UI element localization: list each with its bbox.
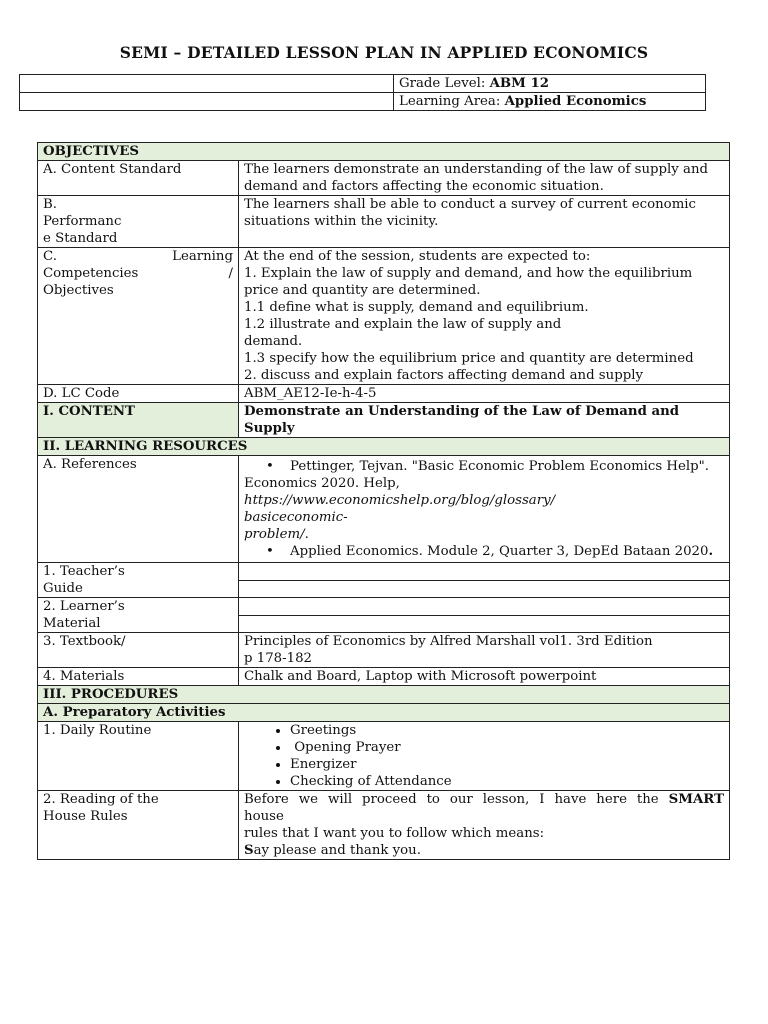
textbook-row	[38, 633, 730, 668]
competency-line: At the end of the session, students are expected to:	[244, 249, 591, 264]
materials-row	[38, 668, 730, 686]
routine-item: • Checking of Attendance	[290, 773, 724, 790]
learning-competencies-label: C. Learning Competencies / Objectives	[38, 248, 239, 385]
lc-code-label: D. LC Code	[38, 385, 239, 403]
competency-line: 1. Explain the law of supply and demand, and how the equilibrium price and quantity are determined.	[244, 266, 693, 298]
teachers-guide-value	[239, 580, 730, 598]
resources-heading-row	[38, 438, 730, 456]
performance-standard-label: B. Performanc e Standard	[38, 196, 239, 248]
grade-level-value: ABM 12	[489, 76, 549, 91]
learners-material-value	[239, 615, 730, 633]
teachers-guide-row	[38, 563, 730, 581]
content-label: I. CONTENT	[38, 403, 239, 438]
content-standard-label: A. Content Standard	[38, 161, 239, 196]
objectives-heading: OBJECTIVES	[38, 143, 730, 161]
daily-routine-list	[239, 722, 730, 791]
references-row	[38, 456, 730, 563]
routine-item: • Greetings	[290, 722, 724, 739]
reference-item: • Applied Economics. Module 2, Quarter 3, DepEd Bataan 2020.	[244, 543, 724, 560]
house-rules-label: 2. Reading of the House Rules	[38, 791, 239, 860]
materials-value: Chalk and Board, Laptop with Microsoft powerpoint	[239, 668, 730, 686]
grade-level-cell	[394, 75, 706, 93]
page-title: SEMI – DETAILED LESSON PLAN IN APPLIED ECONOMICS	[119, 43, 649, 62]
resources-heading: II. LEARNING RESOURCES	[38, 438, 730, 456]
learning-area-label: Learning Area:	[399, 94, 505, 109]
grade-level-label: Grade Level:	[399, 76, 490, 91]
routine-item: • Opening Prayer	[290, 739, 724, 756]
learners-material-value	[239, 598, 730, 616]
competency-line: 1.3 specify how the equilibrium price and quantity are determined	[244, 351, 694, 366]
content-row	[38, 403, 730, 438]
routine-item: • Energizer	[290, 756, 724, 773]
header-blank-cell	[20, 75, 394, 93]
preparatory-heading: A. Preparatory Activities	[38, 704, 730, 722]
textbook-label: 3. Textbook/	[38, 633, 239, 668]
learners-material-label: 2. Learner’s Material	[38, 598, 239, 633]
lc-code-row	[38, 385, 730, 403]
teachers-guide-label: 1. Teacher’s Guide	[38, 563, 239, 598]
procedures-heading-row	[38, 686, 730, 704]
objectives-heading-row	[38, 143, 730, 161]
competency-line: 1.2 illustrate and explain the law of supply and	[244, 317, 562, 332]
lc-code-value: ABM_AE12-Ie-h-4-5	[239, 385, 730, 403]
references-list	[239, 456, 730, 563]
textbook-value: Principles of Economics by Alfred Marshall vol1. 3rd Edition p 178-182	[239, 633, 730, 668]
learning-area-value: Applied Economics	[504, 94, 647, 109]
competency-line: 2. discuss and explain factors affecting demand and supply	[244, 368, 643, 383]
reference-url[interactable]: https://www.economicshelp.org/blog/glossary/ basiceconomic-	[244, 493, 556, 525]
content-value: Demonstrate an Understanding of the Law of Demand and Supply	[239, 403, 730, 438]
house-rules-row	[38, 791, 730, 860]
competency-line: demand.	[244, 334, 303, 349]
content-standard-row	[38, 161, 730, 196]
preparatory-heading-row	[38, 704, 730, 722]
procedures-heading: III. PROCEDURES	[38, 686, 730, 704]
daily-routine-label: 1. Daily Routine	[38, 722, 239, 791]
performance-standard-row	[38, 196, 730, 248]
teachers-guide-value	[239, 563, 730, 581]
learning-competencies-row	[38, 248, 730, 385]
references-label: A. References	[38, 456, 239, 563]
house-rules-text: Before we will proceed to our lesson, I have here the SMART house rules that I want you to follow which means: Say please and thank you.	[239, 791, 730, 860]
header-blank-cell	[20, 93, 394, 111]
learning-competencies-text	[239, 248, 730, 385]
daily-routine-row	[38, 722, 730, 791]
learners-material-row	[38, 598, 730, 616]
performance-standard-text: The learners shall be able to conduct a survey of current economic situations within the vicinity.	[239, 196, 730, 248]
competency-line: 1.1 define what is supply, demand and equilibrium.	[244, 300, 589, 315]
reference-item: • Pettinger, Tejvan. "Basic Economic Problem Economics Help". Economics 2020. Help, https://www.economicshelp.org/blog/glossary/ basiceconomic- problem/.	[244, 458, 724, 543]
lesson-plan-table	[37, 142, 730, 860]
content-standard-text: The learners demonstrate an understanding of the law of supply and demand and factors affecting the economic situation.	[239, 161, 730, 196]
learning-area-cell	[394, 93, 706, 111]
header-table	[19, 74, 706, 111]
materials-label: 4. Materials	[38, 668, 239, 686]
